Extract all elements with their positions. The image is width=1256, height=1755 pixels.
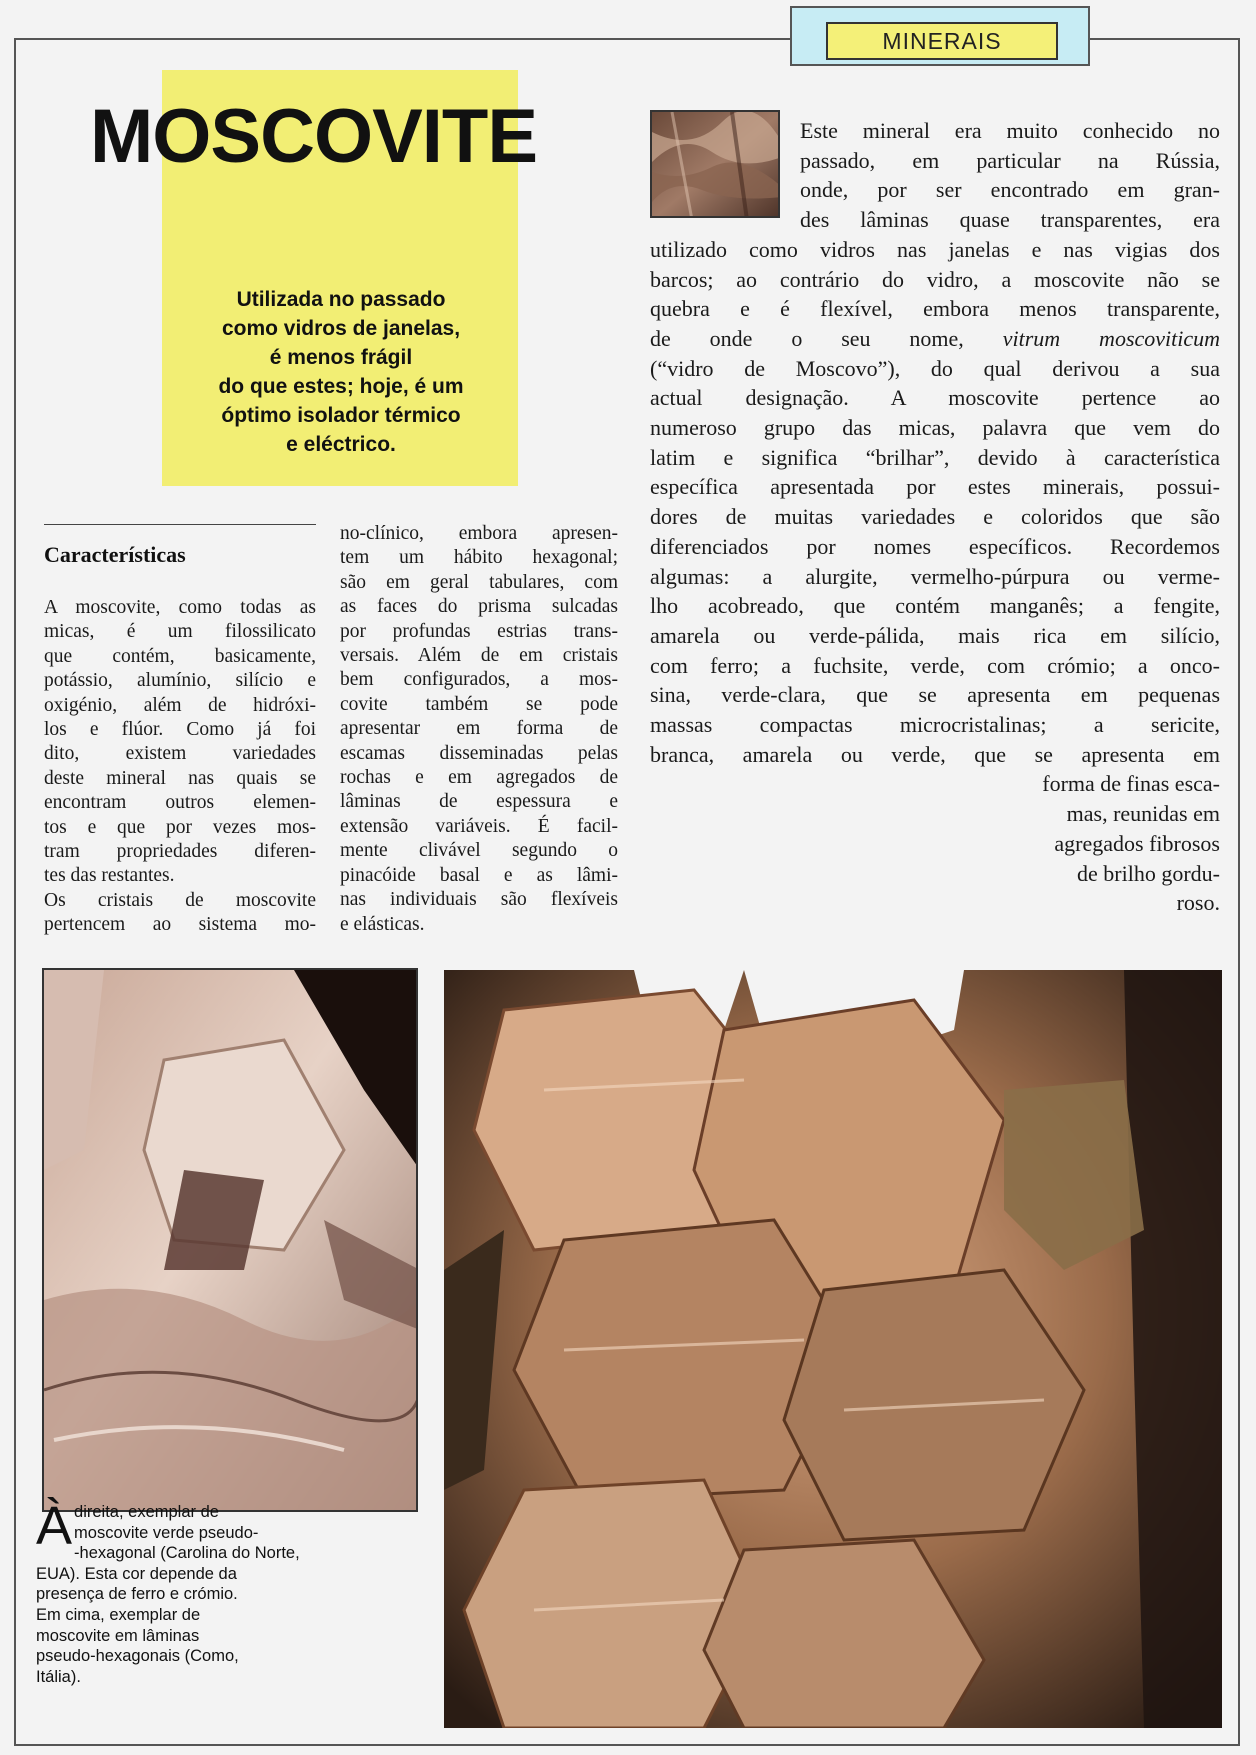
text-line: com ferro; a fuchsite, verde, com crómio; a onco-: [650, 652, 1220, 678]
section-tag: MINERAIS: [826, 22, 1058, 60]
text-line: forma de finas esca-: [1042, 771, 1220, 797]
text-line: agregados fibrosos: [1054, 830, 1220, 856]
subtitle-line: Utilizada no passado: [236, 288, 446, 311]
text-line: micas, é um filossilicato: [44, 621, 316, 643]
text-line: tes das restantes.: [44, 865, 175, 887]
text-line: utilizado como vidros nas janelas e nas vigias dos: [650, 236, 1220, 262]
caption-line: pseudo-hexagonais (Como,: [36, 1647, 239, 1666]
caption-line: Itália).: [36, 1667, 81, 1686]
photo-caption: [36, 1496, 336, 1687]
caption-line: -hexagonal (Carolina do Norte,: [74, 1544, 300, 1563]
text-line: quebra e é flexível, embora menos transparente,: [650, 296, 1220, 322]
text-line: e elásticas.: [340, 913, 425, 935]
text-line: deste mineral nas quais se: [44, 767, 316, 789]
text-line: oxigénio, além de hidróxi-: [44, 694, 316, 716]
caption-line: presença de ferro e crómio.: [36, 1585, 238, 1604]
text-line: massas compactas microcristalinas; a sericite,: [650, 712, 1220, 738]
caption-line: moscovite verde pseudo-: [74, 1523, 259, 1542]
text-line: tem um hábito hexagonal;: [340, 547, 618, 569]
text-line: actual designação. A moscovite pertence ao: [650, 385, 1220, 411]
text-line: pertencem ao sistema mo-: [44, 914, 316, 936]
text-line: são em geral tabulares, com: [340, 571, 618, 593]
section-divider: [44, 524, 316, 525]
subtitle-line: e eléctrico.: [286, 433, 396, 456]
text-line: des lâminas quase transparentes, era: [800, 207, 1220, 233]
text-line: passado, em particular na Rússia,: [800, 147, 1220, 173]
text-line: bem configurados, a mos-: [340, 669, 618, 691]
text-line: tram propriedades diferen-: [44, 841, 316, 863]
text-line: lho acobreado, que contém manganês; a fengite,: [650, 593, 1220, 619]
text-line: dores de muitas variedades e coloridos que são: [650, 504, 1220, 530]
text-line: potássio, alumínio, silício e: [44, 670, 316, 692]
text-line: que contém, basicamente,: [44, 645, 316, 667]
text-line: as faces do prisma sulcadas: [340, 596, 618, 618]
mineral-photo-pseudo-hexagonal: [444, 970, 1222, 1728]
subtitle-line: do que estes; hoje, é um: [218, 375, 464, 398]
text-line: branca, amarela ou verde, que se apresenta em: [650, 741, 1220, 767]
caption-line: EUA). Esta cor depende da: [36, 1564, 237, 1583]
text-line: [650, 324, 1220, 354]
text-line: numeroso grupo das micas, palavra que vem do: [650, 415, 1220, 441]
text-line: no-clínico, embora apresen-: [340, 523, 618, 544]
text-line: versais. Além de em cristais: [340, 645, 618, 667]
characteristics-heading: Características: [44, 542, 186, 567]
text-line: barcos; ao contrário do vidro, a moscovite não se: [650, 266, 1220, 292]
text-line: sina, verde-clara, que se apresenta em pequenas: [650, 682, 1220, 708]
caption-line: moscovite em lâminas: [36, 1626, 200, 1645]
text-line: por profundas estrias trans-: [340, 620, 618, 642]
text-line: latim e significa “brilhar”, devido à característica: [650, 444, 1220, 470]
text-line: covite também se pode: [340, 693, 618, 715]
characteristics-column-2: [340, 522, 618, 937]
page-title: MOSCOVITE: [90, 94, 538, 179]
text-line: tos e que por vezes mos-: [44, 816, 316, 838]
text-line: encontram outros elemen-: [44, 792, 316, 814]
caption-line: direita, exemplar de: [74, 1503, 219, 1521]
subtitle-line: como vidros de janelas,: [221, 317, 461, 340]
subtitle-line: é menos frágil: [269, 346, 413, 369]
text-line: algumas: a alurgite, vermelho-púrpura ou verme-: [650, 563, 1220, 589]
subtitle: [182, 285, 500, 459]
caption-line: Em cima, exemplar de: [36, 1605, 201, 1624]
subtitle-line: óptimo isolador térmico: [221, 404, 461, 427]
text-line: específica apresentada por estes minerais, possui-: [650, 474, 1220, 500]
text-line: mas, reunidas em: [1066, 801, 1220, 827]
text-line: (“vidro de Moscovo”), do qual derivou a sua: [650, 355, 1220, 381]
text-line: rochas e em agregados de: [340, 767, 618, 789]
latin-name: vitrum moscoviticum: [1002, 325, 1221, 351]
text-line: los e flúor. Como já foi: [44, 719, 316, 741]
text-fragment: de onde o seu nome,: [650, 325, 964, 351]
mineral-photo-lamellae: [42, 968, 418, 1512]
text-line: dito, existem variedades: [44, 743, 316, 765]
frame-top-line-right: [1090, 38, 1240, 40]
text-line: extensão variáveis. É facil-: [340, 815, 618, 837]
text-line: nas individuais são flexíveis: [340, 889, 618, 911]
frame-top-line-left: [14, 38, 790, 40]
text-line: lâminas de espessura e: [340, 791, 618, 813]
text-line: diferenciados por nomes específicos. Recordemos: [650, 533, 1220, 559]
text-line: Os cristais de moscovite: [44, 889, 316, 911]
characteristics-column-1: [44, 596, 316, 938]
text-line: amarela ou verde-pálida, mais rica em silício,: [650, 622, 1220, 648]
text-line: Este mineral era muito conhecido no: [800, 118, 1220, 143]
caption-dropcap: À: [36, 1496, 73, 1556]
intro-text: [650, 116, 1220, 918]
text-line: apresentar em forma de: [340, 718, 618, 740]
text-line: escamas disseminadas pelas: [340, 742, 618, 764]
text-line: mente clivável segundo o: [340, 840, 618, 862]
text-line: roso.: [1176, 890, 1220, 916]
text-line: onde, por ser encontrado em gran-: [800, 177, 1220, 203]
text-line: de brilho gordu-: [1077, 860, 1220, 886]
text-line: A moscovite, como todas as: [44, 597, 316, 618]
text-line: pinacóide basal e as lâmi-: [340, 864, 618, 886]
